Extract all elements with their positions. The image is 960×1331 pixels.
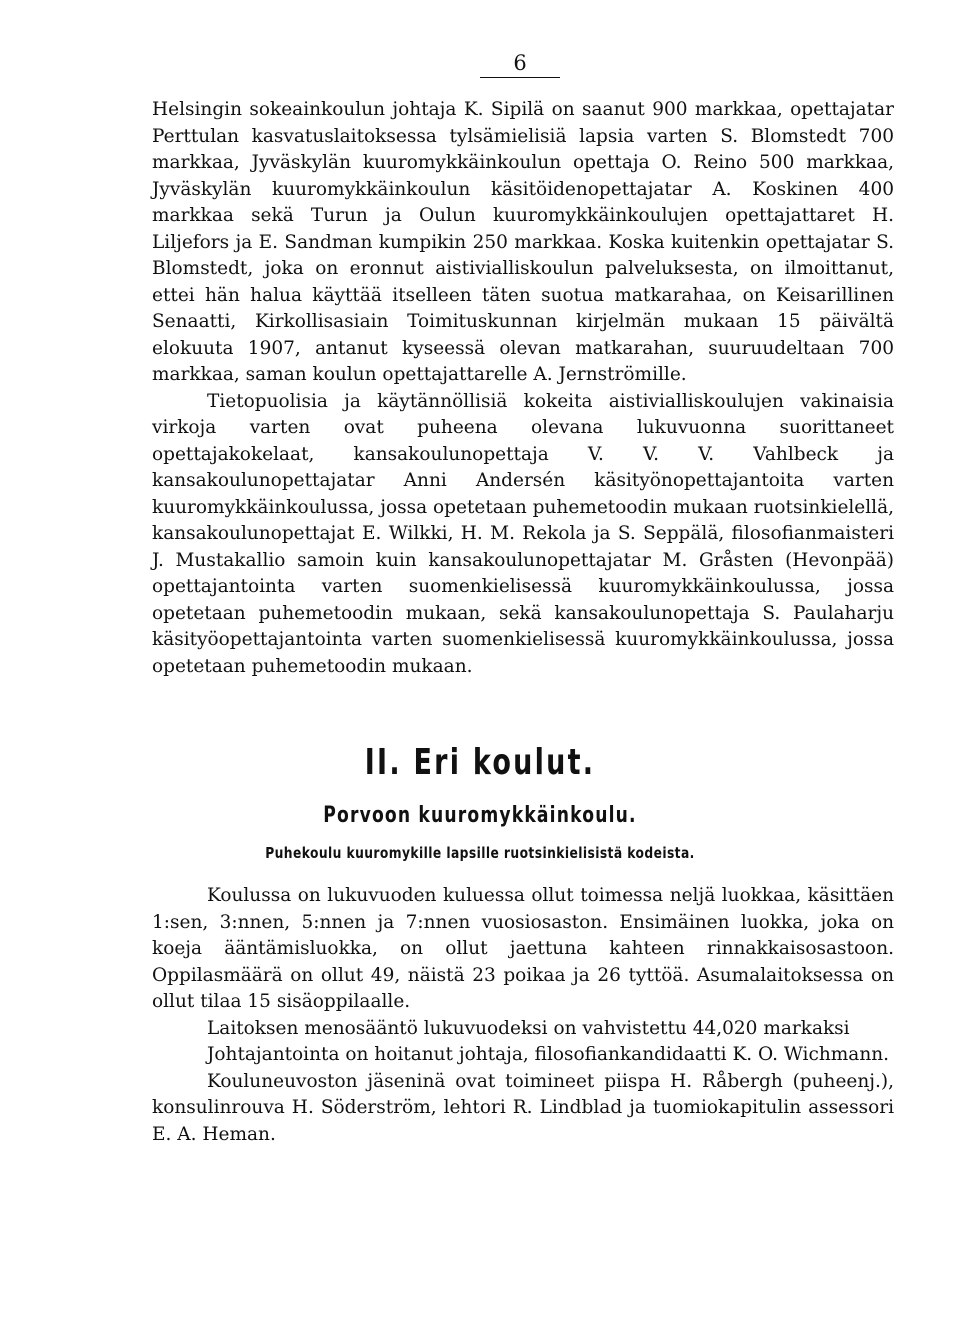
paragraph-school-board: Kouluneuvoston jäseninä ovat toimineet piispa H. Råbergh (puheenj.), konsulinrouva H. Söderström, lehtori R. Lindblad ja tuomiokapitulin assessori E. A. Heman.: [152, 1070, 894, 1145]
top-text-block: [152, 97, 894, 680]
paragraph-travel-grants: Helsingin sokeainkoulun johtaja K. Sipilä on saanut 900 markkaa, opettajatar Perttulan kasvatuslaitoksessa tylsämielisiä lapsia varten S. Blomstedt 700 markkaa, Jyväskylän kuuromykkäinkoulun opettaja O. Reino 500 markkaa, Jyväskylän kuuromykkäinkoulun käsitöidenopettajatar A. Koskinen 400 markkaa sekä Turun ja Oulun kuuromykkäinkoulujen opettajattaret H. Liljefors ja E. Sandman kumpikin 250 markkaa. Koska kuitenkin opettajatar S. Blomstedt, joka on eronnut aistivialliskoulun palveluksesta, on ilmoittanut, ettei hän halua käyttää itselleen täten suotua matkarahaa, on Keisarillinen Senaatti, Kirkollisasiain Toimituskunnan kirjelmän mukaan 15 päivältä elokuuta 1907, antanut kyseessä olevan matkarahan, suuruudeltaan 700 markkaa, saman koulun opettajattarelle A. Jernströmille.: [152, 99, 894, 385]
bottom-text-block: [152, 883, 894, 1148]
page-number-rule: [480, 77, 560, 78]
paragraph-classes: Koulussa on lukuvuoden kuluessa ollut toimessa neljä luokkaa, käsittäen 1:sen, 3:nnen, 5:nnen ja 7:nnen vuosiosaston. Ensimäinen luokka, joka on koeja ääntämisluokka, on ollut jaettuna kahteen rinnakkaisosastoon. Oppilasmäärä on ollut 49, näistä 23 poikaa ja 26 tyttöä. Asumalaitoksessa on ollut tilaa 15 sisäoppilaalle.: [152, 885, 894, 1012]
section-subsubtitle: Puhekoulu kuuromykille lapsille ruotsinkielisistä kodeista.: [265, 844, 695, 862]
paragraph-budget: Laitoksen menosääntö lukuvuodeksi on vahvistettu 44,020 markaksi: [207, 1017, 850, 1039]
paragraph-director: Johtajantointa on hoitanut johtaja, filosofiankandidaatti K. O. Wichmann.: [207, 1044, 890, 1065]
paragraph-examinations: Tietopuolisia ja käytännöllisiä kokeita aistivialliskoulujen vakinaisia virkoja varten ovat puheena olevana lukuvuonna suorittaneet opettajakokelaat, kansakoulunopettaja V. V. V. Vahlbeck ja kansakoulunopettajatar Anni Andersén käsityönopettajantoita varten kuuromykkäinkoulussa, jossa opetetaan puhemetoodin mukaan ruotsinkielellä, kansakoulunopettajat E. Wilkki, H. M. Rekola ja S. Seppälä, filosofianmaisteri J. Mustakallio samoin kuin kansakoulunopettajatar M. Gråsten (Hevonpää) opettajantointa varten suomenkielisessä kuuromykkäinkoulussa, jossa opetetaan puhemetoodin mukaan, sekä kansakoulunopettaja S. Paulaharju käsityöopettajantointa varten suomenkielisessä kuuromykkäinkoulussa, jossa opetetaan puhemetoodin mukaan.: [152, 390, 894, 677]
section-title: II. Eri koulut.: [364, 742, 596, 783]
page-number: 6: [513, 51, 527, 75]
section-subtitle: Porvoon kuuromykkäinkoulu.: [323, 803, 637, 828]
